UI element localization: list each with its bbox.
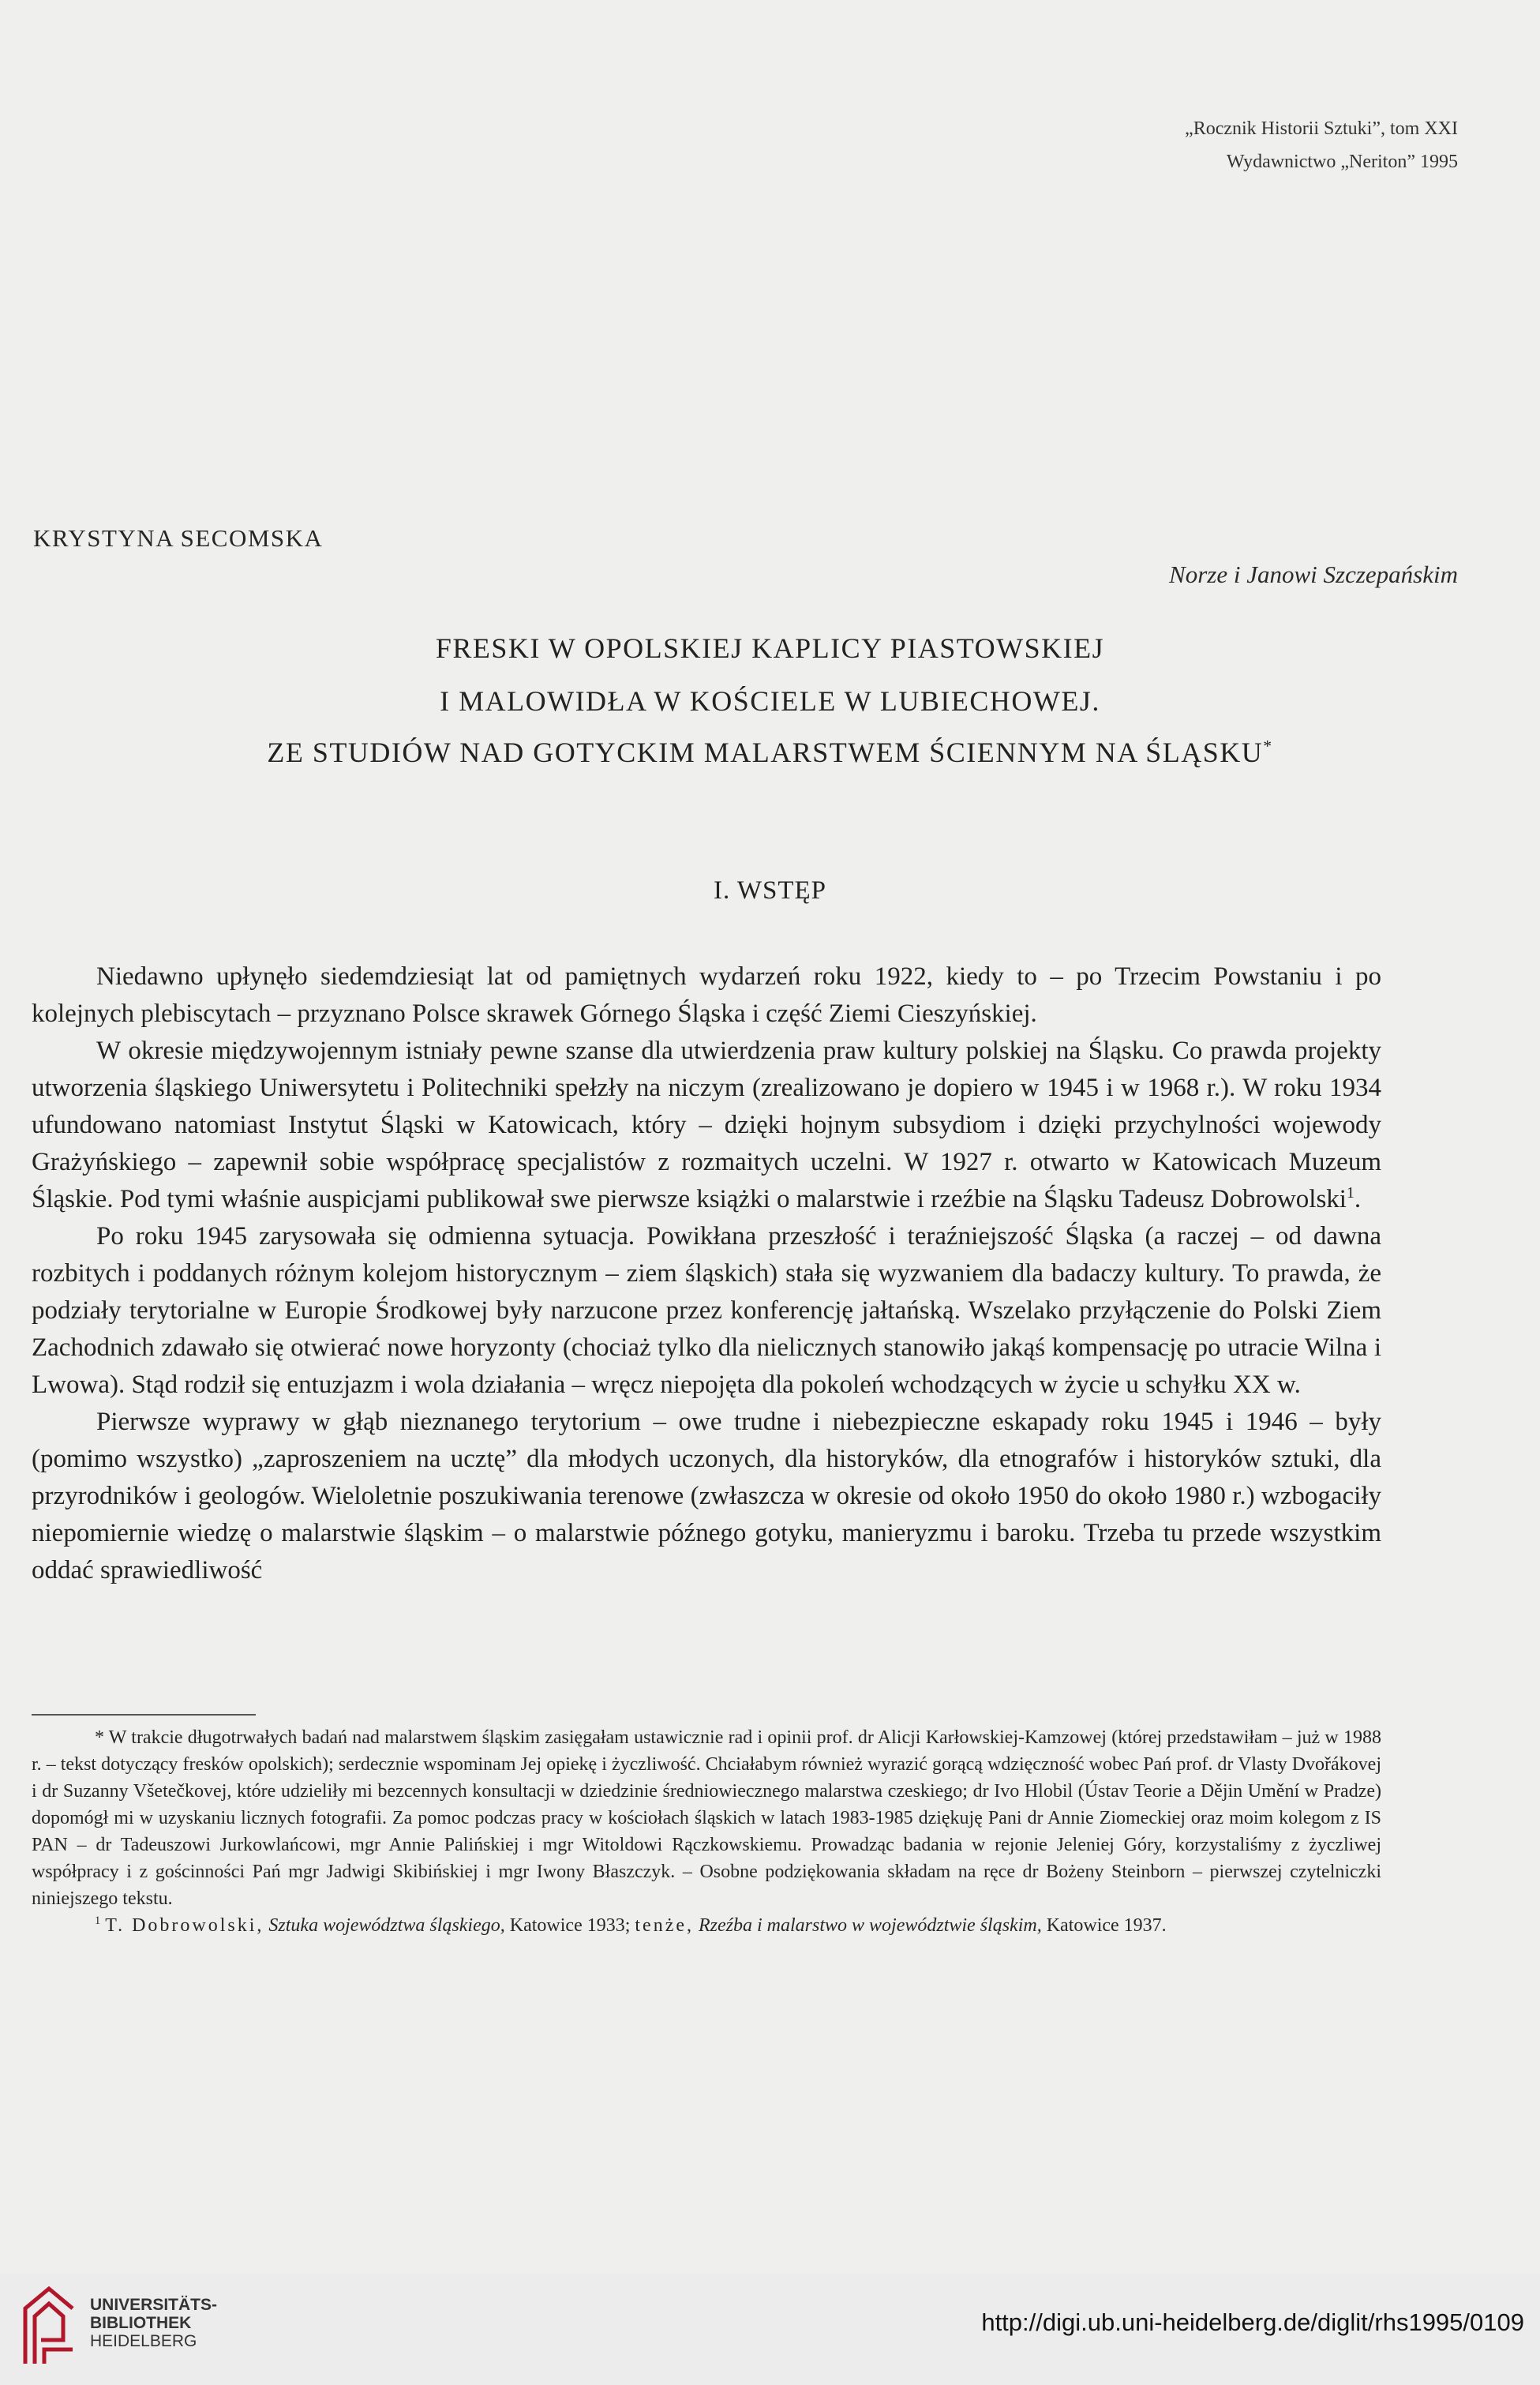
dedication: Norze i Janowi Szczepańskim <box>1169 561 1458 588</box>
library-name-line-1: UNIVERSITÄTS- <box>90 2296 218 2314</box>
paragraph-2 <box>32 1033 1381 1218</box>
publisher-line: Wydawnictwo „Neriton” 1995 <box>1226 152 1458 172</box>
paragraph-3: Po roku 1945 zarysowała się odmienna sytuacja. Powikłana przeszłość i teraźniejszość Śląska (a raczej – od dawna rozbitych i poddanych różnym kolejom historycznym – ziem śląskich) stała się wyzwaniem dla badaczy kultury. To prawda, że podziały terytorialne w Europie Środkowej były narzucone przez konferencję jałtańską. Wszelako przyłączenie do Polski Ziem Zachodnich zdawało się otwierać nowe horyzonty (chociaż tylko dla nielicznych stanowiło jakąś kompensację po utracie Wilna i Lwowa). Stąd rodził się entuzjazm i wola działania – wręcz niepojęta dla pokoleń wchodzących w życie u schyłku XX w. <box>32 1222 1381 1399</box>
footnote-1-place-1: Katowice 1933; <box>509 1915 631 1936</box>
section-heading: I. WSTĘP <box>713 876 827 905</box>
library-name <box>90 2296 217 2350</box>
footnote-1-tenze: tenże, <box>635 1915 695 1936</box>
digital-copy-url[interactable]: http://digi.ub.uni-heidelberg.de/diglit/rhs1995/0109 <box>981 2308 1524 2336</box>
footnote-1-title-1: Sztuka województwa śląskiego, <box>268 1915 505 1936</box>
footnote-1 <box>32 1912 1381 1939</box>
article-title-line-1: FRESKI W OPOLSKIEJ KAPLICY PIASTOWSKIEJ <box>435 632 1105 664</box>
footnote-1-title-2: Rzeźba i malarstwo w województwie śląskim, <box>699 1915 1042 1936</box>
footnote-1-place-2: Katowice 1937. <box>1046 1915 1167 1936</box>
footnote-marker-star: * <box>1263 737 1273 756</box>
paragraph-2-text: W okresie międzywojennym istniały pewne szanse dla utwierdzenia praw kultury polskiej na Śląsku. Co prawda projekty utworzenia śląskiego Uniwersytetu i Politechniki spełzły na niczym (zrealizowano je dopiero w 1945 i w 1968 r.). W roku 1934 ufundowano natomiast Instytut Śląski w Katowicach, który – dzięki hojnym subsydiom i dzięki przychylności wojewody Grażyńskiego – zapewnił sobie współpracę specjalistów z rozmaitych uczelni. W 1927 r. otwarto w Katowicach Muzeum Śląskie. Pod tymi właśnie auspicjami publikował swe pierwsze książki o malarstwie i rzeźbie na Śląsku Tadeusz Dobrowolski <box>32 1037 1381 1213</box>
library-name-line-3: HEIDELBERG <box>90 2332 197 2350</box>
paragraph-1: Niedawno upłynęło siedemdziesiąt lat od pamiętnych wydarzeń roku 1922, kiedy to – po Trzecim Powstaniu i po kolejnych plebiscytach – przyznano Polsce skrawek Górnego Śląska i część Ziemi Cieszyńskiej. <box>32 962 1381 1028</box>
article-title-line-2: I MALOWIDŁA W KOŚCIELE W LUBIECHOWEJ. <box>440 685 1100 717</box>
bleed-through-texture <box>32 118 1373 153</box>
article-subtitle <box>0 736 1540 769</box>
footnote-1-author: T. Dobrowolski, <box>105 1915 264 1936</box>
author-name: KRYSTYNA SECOMSKA <box>33 524 324 552</box>
paragraph-2-end: . <box>1354 1185 1362 1213</box>
library-name-line-2: BIBLIOTHEK <box>90 2314 192 2332</box>
footnote-1-marker: 1 <box>95 1914 101 1927</box>
footnote-ref-1: 1 <box>1346 1184 1355 1202</box>
paragraph-4: Pierwsze wyprawy w głąb nieznanego terytorium – owe trudne i niebezpieczne eskapady roku 1945 i 1946 – były (pomimo wszystko) „zaproszeniem na ucztę” dla młodych uczonych, dla historyków, dla etnografów i historyków sztuki, dla przyrodników i geologów. Wieloletnie poszukiwania terenowe (zwłaszcza w okresie od około 1950 do około 1980 r.) wzbogaciły niepomiernie wiedzę o malarstwie śląskim – o malarstwie późnego gotyku, manieryzmu i baroku. Trzeba tu przede wszystkim oddać sprawiedliwość <box>32 1408 1381 1584</box>
journal-name: „Rocznik Historii Sztuki”, tom XXI <box>1185 118 1458 139</box>
footnotes <box>32 1724 1381 1939</box>
article-subtitle-text: ZE STUDIÓW NAD GOTYCKIM MALARSTWEM ŚCIENNYM NA ŚLĄSKU <box>267 737 1264 768</box>
ub-heidelberg-logo-icon[interactable] <box>17 2285 81 2372</box>
footnote-separator <box>32 1714 256 1716</box>
body-text <box>32 958 1381 1589</box>
footnote-star: * W trakcie długotrwałych badań nad malarstwem śląskim zasięgałam ustawicznie rad i opinii prof. dr Alicji Karłowskiej-Kamzowej (której przedstawiłam – już w 1988 r. – tekst dotyczący fresków opolskich); serdecznie wspominam Jej opiekę i życzliwość. Chciałabym również wyrazić gorącą wdzięczność wobec Pań prof. dr Vlasty Dvořákovej i dr Suzanny Všetečkovej, które udzieliły mi bezcennych konsultacji w dziedzinie średniowiecznego malarstwa czeskiego; dr Ivo Hlobil (Ústav Teorie a Dějin Umění w Pradze) dopomógł mi w uzyskaniu licznych fotografii. Za pomoc podczas pracy w kościołach śląskich w latach 1983-1985 dziękuję Pani dr Annie Ziomeckiej oraz moim kolegom z IS PAN – dr Tadeuszowi Jurkowlańcowi, mgr Annie Palińskiej i mgr Witoldowi Rączkowskiemu. Prowadząc badania w rejonie Jeleniej Góry, korzystaliśmy z życzliwej współpracy i z gościnności Pań mgr Jadwigi Skibińskiej i mgr Iwony Błaszczyk. – Osobne podziękowania składam na ręce dr Bożeny Steinborn – pierwszej czytelniczki niniejszego tekstu. <box>32 1727 1381 1909</box>
library-footer <box>0 2274 1540 2385</box>
